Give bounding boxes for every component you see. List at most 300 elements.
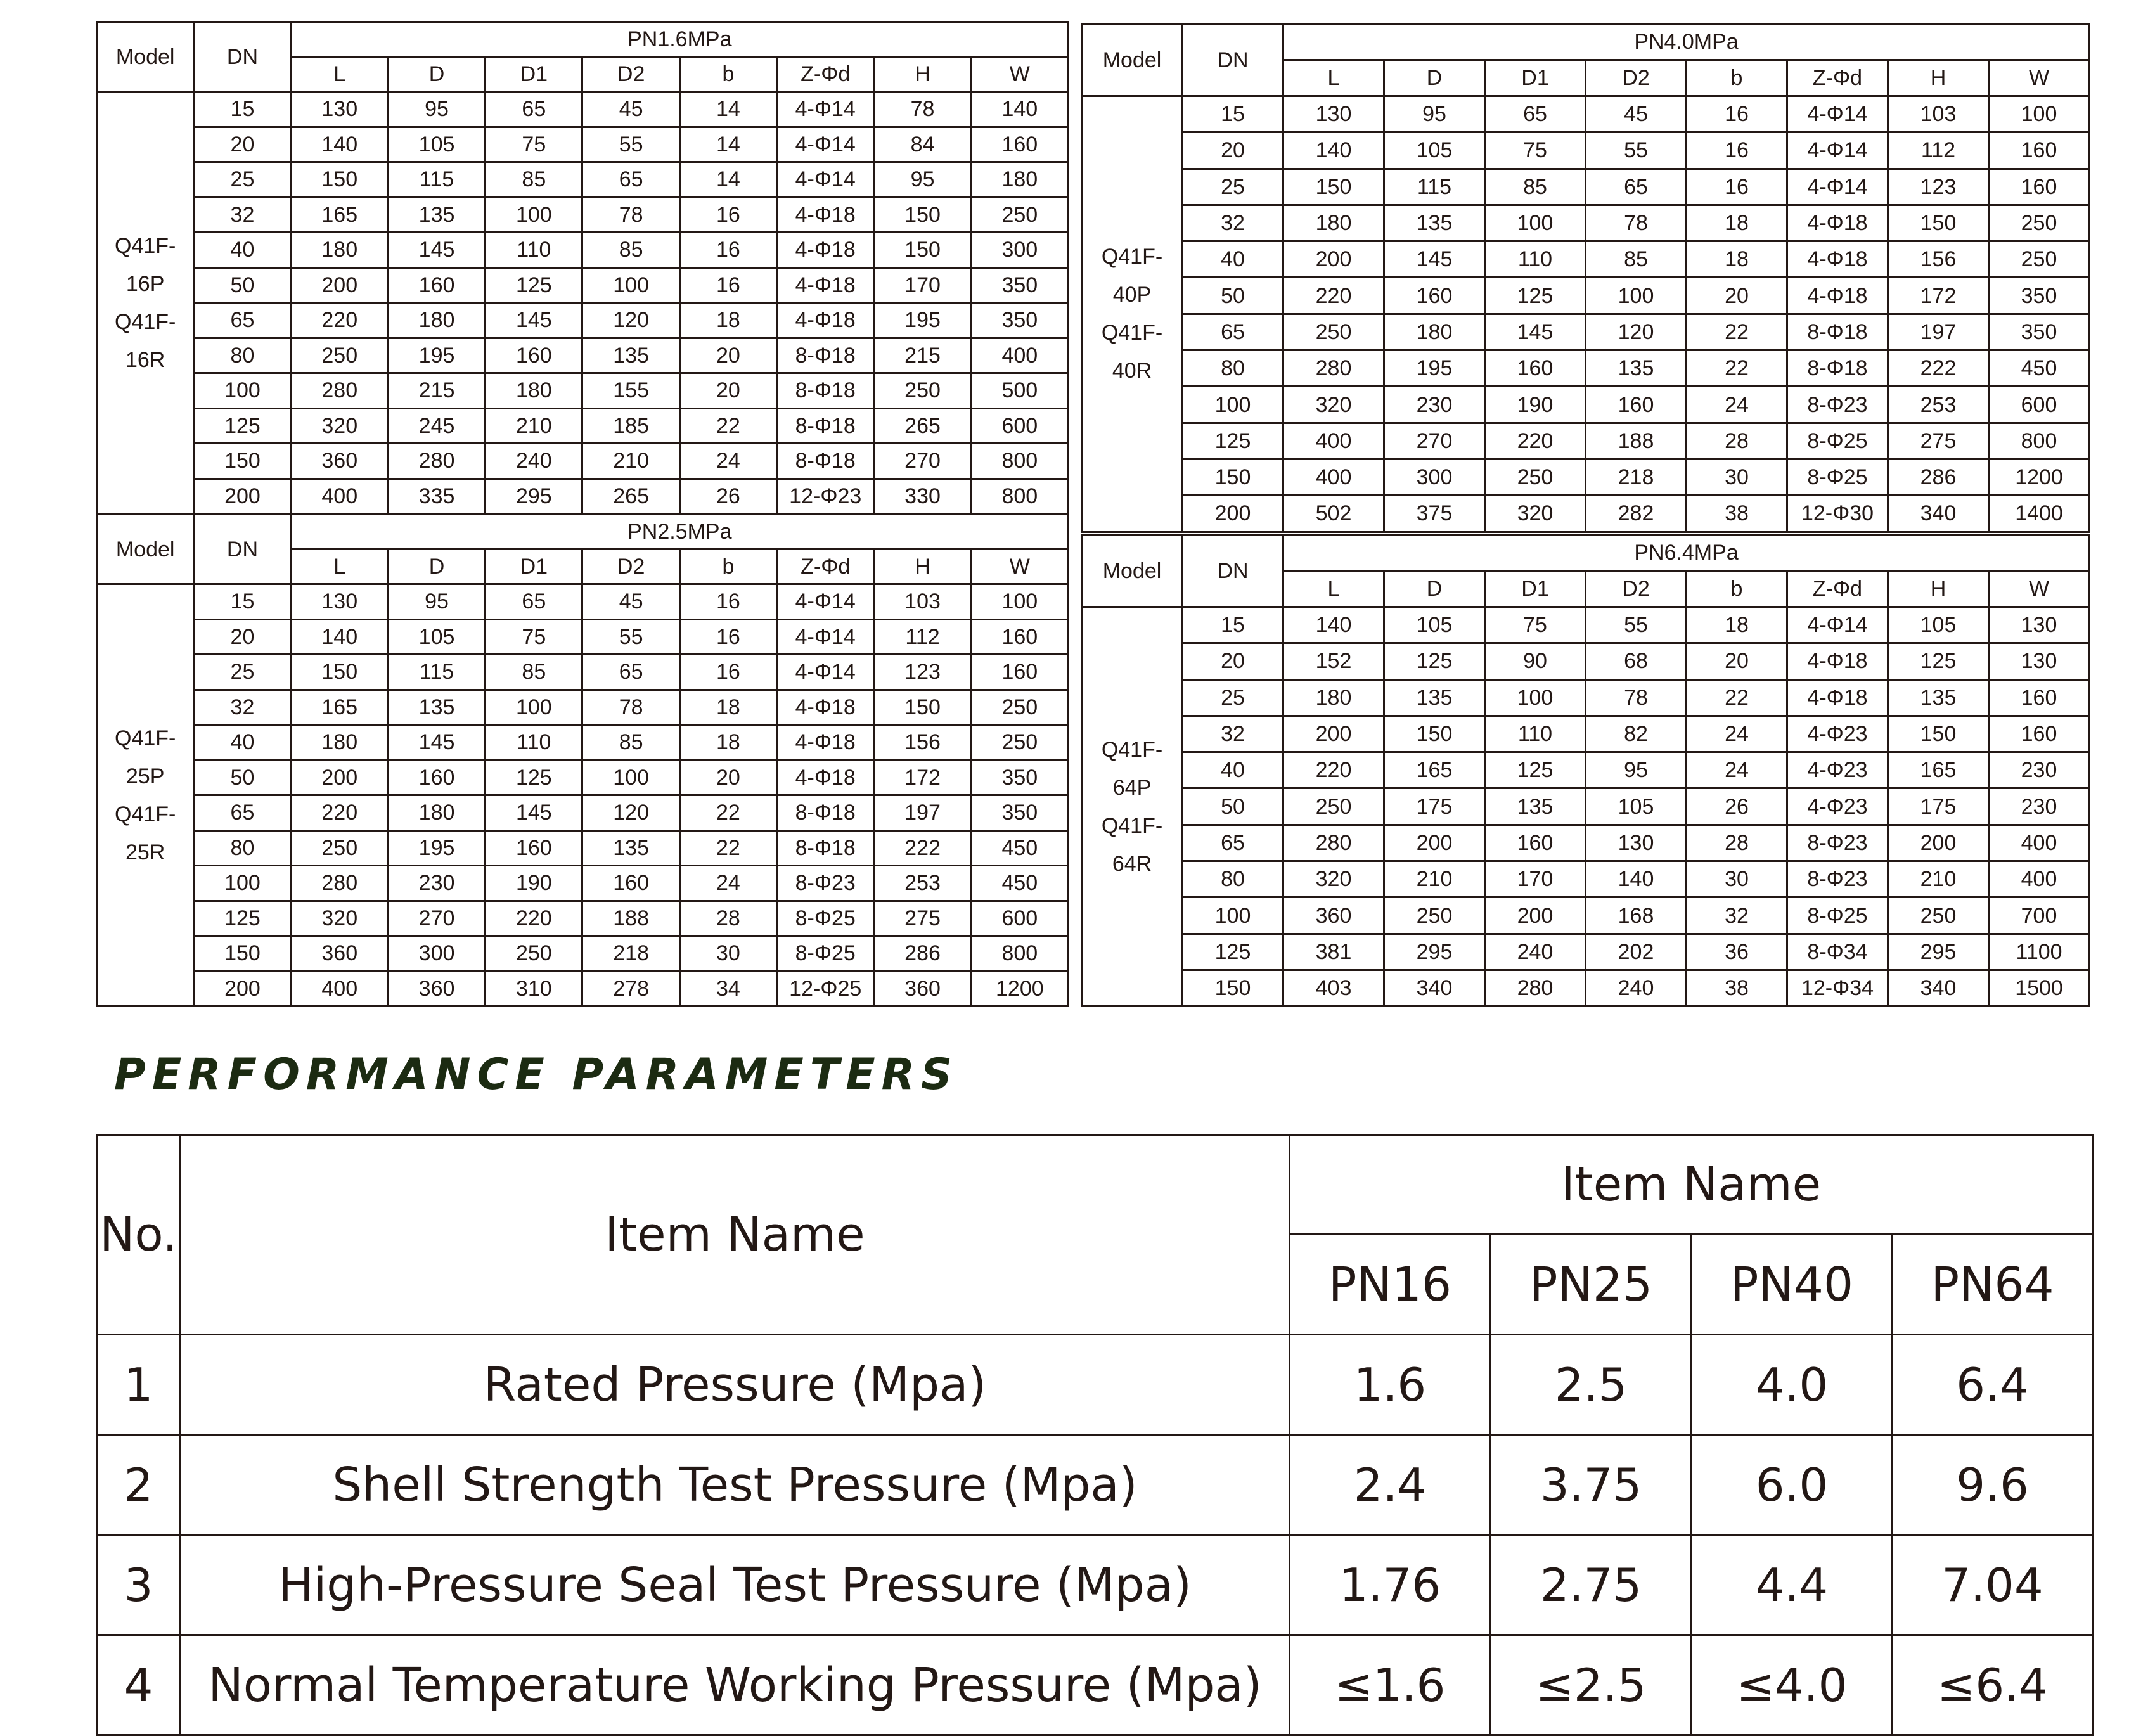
dimension-cell: 250 [874,373,971,409]
column-header: D1 [486,550,582,584]
dimension-cell: 270 [1384,423,1485,459]
dimension-cell: 280 [388,444,485,479]
dimension-cell: 4-Φ18 [777,760,874,795]
dimension-cell: 135 [1888,679,1989,716]
dimension-cell: 78 [874,92,971,127]
row-value-pn16: 2.4 [1290,1435,1491,1535]
dimension-cell: 4-Φ18 [777,233,874,268]
dimension-cell: 85 [486,162,582,198]
dimension-cell: 403 [1283,970,1384,1006]
dimension-cell: 18 [1687,205,1787,241]
dimension-cell: 160 [486,830,582,866]
dimension-cell: 75 [1485,132,1586,169]
dimension-cell: 65 [582,162,679,198]
dimension-cell: 78 [582,690,679,725]
table-row [1082,897,2090,934]
table-row [1082,861,2090,897]
row-value-pn40: 6.0 [1692,1435,1893,1535]
dimension-cell: 165 [1384,752,1485,788]
table-row [1082,496,2090,532]
dimension-cell: 115 [1384,169,1485,205]
dimension-cell: 197 [874,795,971,831]
dimension-cell: 36 [1687,934,1787,970]
dimension-cell: 28 [1687,825,1787,861]
dimension-cell: 502 [1283,496,1384,532]
dimension-cell: 130 [1586,825,1687,861]
dimension-cell: 4-Φ14 [777,92,874,127]
dimension-cell: 160 [388,267,485,303]
dimension-cell: 20 [1687,643,1787,679]
table-row [97,584,1069,620]
dimension-cell: 160 [1989,169,2090,205]
dimension-cell: 250 [1485,459,1586,495]
dimension-cell: 18 [1687,607,1787,643]
dimension-cell: 115 [388,655,485,690]
dimension-cell: 160 [1384,278,1485,314]
dimension-cell: 4-Φ18 [777,725,874,761]
dimension-cell: 140 [1586,861,1687,897]
dimension-cell: 100 [1485,679,1586,716]
dimension-cell: 168 [1586,897,1687,934]
dimension-cell: 130 [291,92,388,127]
dimension-cell: 360 [1283,897,1384,934]
model-line: 25P [125,764,165,788]
dimension-cell: 95 [1586,752,1687,788]
model-line: 64R [1112,851,1152,876]
dimension-cell: 150 [874,197,971,233]
dimension-cell: 18 [679,725,776,761]
dimension-cell: 30 [1687,861,1787,897]
dn-cell: 15 [194,92,291,127]
row-number: 3 [97,1535,181,1635]
table-row [97,725,1069,761]
dimension-cell: 286 [1888,459,1989,495]
row-value-pn40: ≤4.0 [1692,1635,1893,1735]
table-header-row [1082,535,2090,571]
dimension-cell: 8-Φ25 [1787,459,1888,495]
dimension-cell: 16 [679,233,776,268]
dimension-cell: 250 [1888,897,1989,934]
dimension-cell: 110 [1485,716,1586,752]
dimension-cell: 110 [486,725,582,761]
dimension-cell: 400 [291,479,388,514]
dn-cell: 150 [1183,970,1283,1006]
model-line: 25R [125,840,165,865]
dimension-cell: 218 [582,936,679,972]
model-header: Model [1082,24,1183,96]
dn-cell: 200 [194,971,291,1006]
dimension-cell: 123 [1888,169,1989,205]
column-header: D2 [582,550,679,584]
row-number: 2 [97,1435,181,1535]
dimension-cell: 100 [486,197,582,233]
model-cell [1082,96,1183,532]
dimension-cell: 100 [582,760,679,795]
table-row [97,92,1069,127]
dimension-cell: 270 [388,901,485,936]
dn-cell: 80 [194,338,291,373]
dimension-cell: 180 [486,373,582,409]
dimension-cell: 222 [1888,350,1989,387]
dimension-cell: 18 [1687,241,1787,278]
dn-cell: 125 [1183,934,1283,970]
row-number: 4 [97,1635,181,1735]
table-row [97,373,1069,409]
dimension-cell: 160 [1989,132,2090,169]
dn-cell: 20 [194,127,291,162]
dimension-cell: 78 [1586,679,1687,716]
dn-cell: 20 [194,619,291,655]
dimension-cell: 280 [1283,350,1384,387]
row-item-name: Rated Pressure (Mpa) [181,1335,1290,1435]
dn-cell: 25 [194,655,291,690]
dn-cell: 125 [194,408,291,444]
dimension-cell: 700 [1989,897,2090,934]
row-value-pn64: 7.04 [1893,1535,2093,1635]
dimension-cell: 16 [679,619,776,655]
column-header: Z-Φd [1787,571,1888,607]
table-row [1082,934,2090,970]
dimension-cell: 180 [1384,314,1485,350]
dimension-cell: 320 [291,408,388,444]
column-header: W [971,57,1068,92]
dn-cell: 80 [1183,350,1283,387]
dimension-cell: 65 [1586,169,1687,205]
dimension-cell: 28 [679,901,776,936]
dimension-cell: 85 [1586,241,1687,278]
dimension-cell: 220 [1283,278,1384,314]
model-line: 16R [125,347,165,372]
dimension-cell: 172 [1888,278,1989,314]
dimension-cell: 4-Φ14 [777,162,874,198]
dimension-cell: 400 [1283,423,1384,459]
table-row [97,655,1069,690]
dimension-cell: 24 [679,866,776,901]
dimension-cell: 18 [679,690,776,725]
dimension-cell: 16 [1687,96,1787,132]
dn-header: DN [1183,535,1283,607]
dimension-cell: 85 [486,655,582,690]
table-row [97,1435,2093,1535]
row-item-name: High-Pressure Seal Test Pressure (Mpa) [181,1535,1290,1635]
dimension-cell: 350 [1989,314,2090,350]
dn-cell: 65 [194,795,291,831]
dimension-cell: 125 [486,760,582,795]
dimension-table-pn16 [96,21,1069,515]
performance-parameters-table [96,1134,2094,1736]
dn-cell: 15 [1183,607,1283,643]
dimension-cell: 8-Φ18 [777,338,874,373]
table-row [1082,96,2090,132]
dimension-cell: 250 [1384,897,1485,934]
dimension-cell: 110 [1485,241,1586,278]
dimension-cell: 22 [1687,350,1787,387]
dimension-cell: 16 [679,197,776,233]
dimension-cell: 1500 [1989,970,2090,1006]
dimension-cell: 78 [582,197,679,233]
dn-cell: 150 [194,444,291,479]
dimension-cell: 105 [1586,788,1687,825]
table-row [1082,241,2090,278]
dimension-cell: 350 [971,795,1068,831]
dimension-cell: 20 [679,373,776,409]
row-value-pn64: 9.6 [1893,1435,2093,1535]
model-line: Q41F- [1101,737,1163,762]
column-header: D1 [486,57,582,92]
dimension-cell: 112 [874,619,971,655]
table-row [97,338,1069,373]
dimension-cell: 135 [388,690,485,725]
dimension-cell: 145 [388,233,485,268]
dimension-cell: 165 [291,197,388,233]
dimension-cell: 55 [582,127,679,162]
dimension-cell: 160 [388,760,485,795]
model-line: 40P [1112,283,1152,307]
dimension-cell: 360 [874,971,971,1006]
dimension-cell: 230 [1989,788,2090,825]
dimension-cell: 160 [1485,825,1586,861]
dimension-cell: 16 [1687,169,1787,205]
dimension-cell: 8-Φ23 [777,866,874,901]
table-row [97,479,1069,514]
dimension-cell: 340 [1888,496,1989,532]
dimension-cell: 165 [1888,752,1989,788]
dimension-cell: 120 [582,795,679,831]
dimension-cell: 200 [1283,241,1384,278]
dimension-cell: 130 [291,584,388,620]
dimension-cell: 140 [1283,607,1384,643]
dimension-cell: 135 [1384,679,1485,716]
dimension-cell: 800 [971,936,1068,972]
dimension-cell: 135 [582,338,679,373]
row-value-pn40: 4.4 [1692,1535,1893,1635]
dn-cell: 15 [194,584,291,620]
dn-cell: 50 [1183,278,1283,314]
dimension-cell: 120 [1586,314,1687,350]
table-row [97,267,1069,303]
dimension-cell: 180 [291,725,388,761]
dimension-cell: 16 [679,655,776,690]
dimension-cell: 400 [1283,459,1384,495]
dimension-cell: 150 [291,162,388,198]
dimension-cell: 335 [388,479,485,514]
dimension-cell: 350 [971,760,1068,795]
dimension-cell: 250 [1989,205,2090,241]
dimension-cell: 20 [679,760,776,795]
dimension-cell: 130 [1989,607,2090,643]
dimension-cell: 160 [486,338,582,373]
dimension-cell: 180 [971,162,1068,198]
dimension-cell: 350 [971,303,1068,338]
dimension-cell: 4-Φ14 [1787,607,1888,643]
dimension-cell: 55 [582,619,679,655]
model-line: Q41F- [1101,813,1163,838]
table-row [1082,752,2090,788]
header-no: No. [97,1135,181,1335]
dn-cell: 100 [194,373,291,409]
column-header: H [1888,571,1989,607]
dimension-cell: 381 [1283,934,1384,970]
dimension-cell: 280 [291,866,388,901]
dimension-cell: 450 [971,830,1068,866]
table-row [97,936,1069,972]
dimension-cell: 4-Φ18 [1787,643,1888,679]
column-header: D2 [582,57,679,92]
dimension-cell: 250 [291,830,388,866]
dimension-cell: 200 [291,760,388,795]
dimension-cell: 140 [971,92,1068,127]
dimension-cell: 200 [1888,825,1989,861]
table-row [1082,205,2090,241]
table-row [1082,788,2090,825]
dimension-cell: 150 [874,233,971,268]
table-row [97,1335,2093,1435]
dimension-cell: 105 [1384,132,1485,169]
dimension-cell: 95 [388,584,485,620]
dimension-cell: 145 [1384,241,1485,278]
table-row [97,444,1069,479]
dimension-cell: 8-Φ23 [1787,825,1888,861]
dimension-cell: 85 [582,725,679,761]
dimension-cell: 125 [1384,643,1485,679]
column-header: D [1384,60,1485,96]
row-value-pn64: ≤6.4 [1893,1635,2093,1735]
dimension-cell: 120 [582,303,679,338]
dimension-cell: 230 [1384,387,1485,423]
column-header: D [1384,571,1485,607]
pressure-class-title: PN4.0MPa [1283,24,2090,60]
dimension-cell: 400 [971,338,1068,373]
table-row [1082,350,2090,387]
dimension-cell: 84 [874,127,971,162]
dimension-cell: 270 [874,444,971,479]
dimension-cell: 360 [291,444,388,479]
model-line: Q41F- [1101,321,1163,345]
dimension-cell: 8-Φ18 [777,444,874,479]
table-row [97,1535,2093,1635]
dn-cell: 32 [1183,205,1283,241]
dimension-cell: 275 [1888,423,1989,459]
dimension-cell: 250 [1283,314,1384,350]
dimension-cell: 195 [1384,350,1485,387]
dimension-cell: 135 [582,830,679,866]
dimension-cell: 24 [1687,716,1787,752]
dimension-cell: 135 [388,197,485,233]
dimension-cell: 65 [582,655,679,690]
dimension-cell: 125 [1888,643,1989,679]
dimension-cell: 18 [679,303,776,338]
dimension-cell: 123 [874,655,971,690]
table-row [1082,459,2090,495]
dimension-cell: 150 [1888,205,1989,241]
dn-cell: 150 [194,936,291,972]
dimension-cell: 210 [582,444,679,479]
header-item-name: Item Name [181,1135,1290,1335]
dimension-cell: 45 [582,584,679,620]
dimension-cell: 320 [1283,387,1384,423]
dimension-cell: 280 [291,373,388,409]
dimension-cell: 12-Φ25 [777,971,874,1006]
dn-header: DN [1183,24,1283,96]
dimension-cell: 300 [1384,459,1485,495]
dimension-cell: 150 [874,690,971,725]
column-header: H [874,57,971,92]
dimension-cell: 165 [291,690,388,725]
dn-cell: 50 [194,267,291,303]
dn-cell: 40 [1183,752,1283,788]
dimension-cell: 16 [1687,132,1787,169]
dimension-cell: 190 [1485,387,1586,423]
dimension-cell: 8-Φ18 [1787,350,1888,387]
dimension-cell: 90 [1485,643,1586,679]
dn-cell: 80 [194,830,291,866]
dimension-cell: 26 [679,479,776,514]
table-row [97,866,1069,901]
dimension-cell: 4-Φ14 [1787,169,1888,205]
table-row [97,303,1069,338]
dimension-cell: 22 [1687,314,1787,350]
table-row [1082,314,2090,350]
table-row [1082,169,2090,205]
dimension-cell: 375 [1384,496,1485,532]
dn-cell: 25 [1183,169,1283,205]
dimension-cell: 152 [1283,643,1384,679]
dimension-cell: 20 [1687,278,1787,314]
dimension-cell: 400 [1989,861,2090,897]
table-header-row [97,22,1069,57]
column-header: Z-Φd [777,57,874,92]
dimension-cell: 195 [874,303,971,338]
table-row [1082,423,2090,459]
dimension-cell: 210 [1384,861,1485,897]
column-header: D [388,57,485,92]
dimension-cell: 340 [1888,970,1989,1006]
model-header: Model [97,515,194,584]
dimension-cell: 8-Φ18 [1787,314,1888,350]
dimension-cell: 220 [291,303,388,338]
dimension-cell: 22 [679,795,776,831]
dimension-cell: 500 [971,373,1068,409]
table-row [97,233,1069,268]
table-row [97,795,1069,831]
dimension-cell: 1400 [1989,496,2090,532]
column-header: b [679,57,776,92]
dimension-cell: 1200 [971,971,1068,1006]
dimension-cell: 145 [486,303,582,338]
dimension-cell: 95 [388,92,485,127]
dimension-cell: 140 [291,127,388,162]
model-cell [97,584,194,1006]
dimension-cell: 24 [1687,387,1787,423]
dimension-cell: 4-Φ14 [1787,96,1888,132]
dimension-cell: 8-Φ25 [777,901,874,936]
dimension-cell: 210 [1888,861,1989,897]
dimension-cell: 200 [1283,716,1384,752]
dimension-cell: 8-Φ25 [1787,423,1888,459]
table-row [1082,825,2090,861]
dimension-cell: 30 [679,936,776,972]
dimension-cell: 55 [1586,607,1687,643]
dn-cell: 32 [194,197,291,233]
header-pn16: PN16 [1290,1235,1491,1335]
dimension-cell: 100 [971,584,1068,620]
dn-cell: 40 [194,233,291,268]
dimension-cell: 156 [874,725,971,761]
dimension-cell: 55 [1586,132,1687,169]
dimension-cell: 110 [486,233,582,268]
dimension-table-pn40 [1081,23,2090,533]
dimension-cell: 4-Φ14 [777,584,874,620]
